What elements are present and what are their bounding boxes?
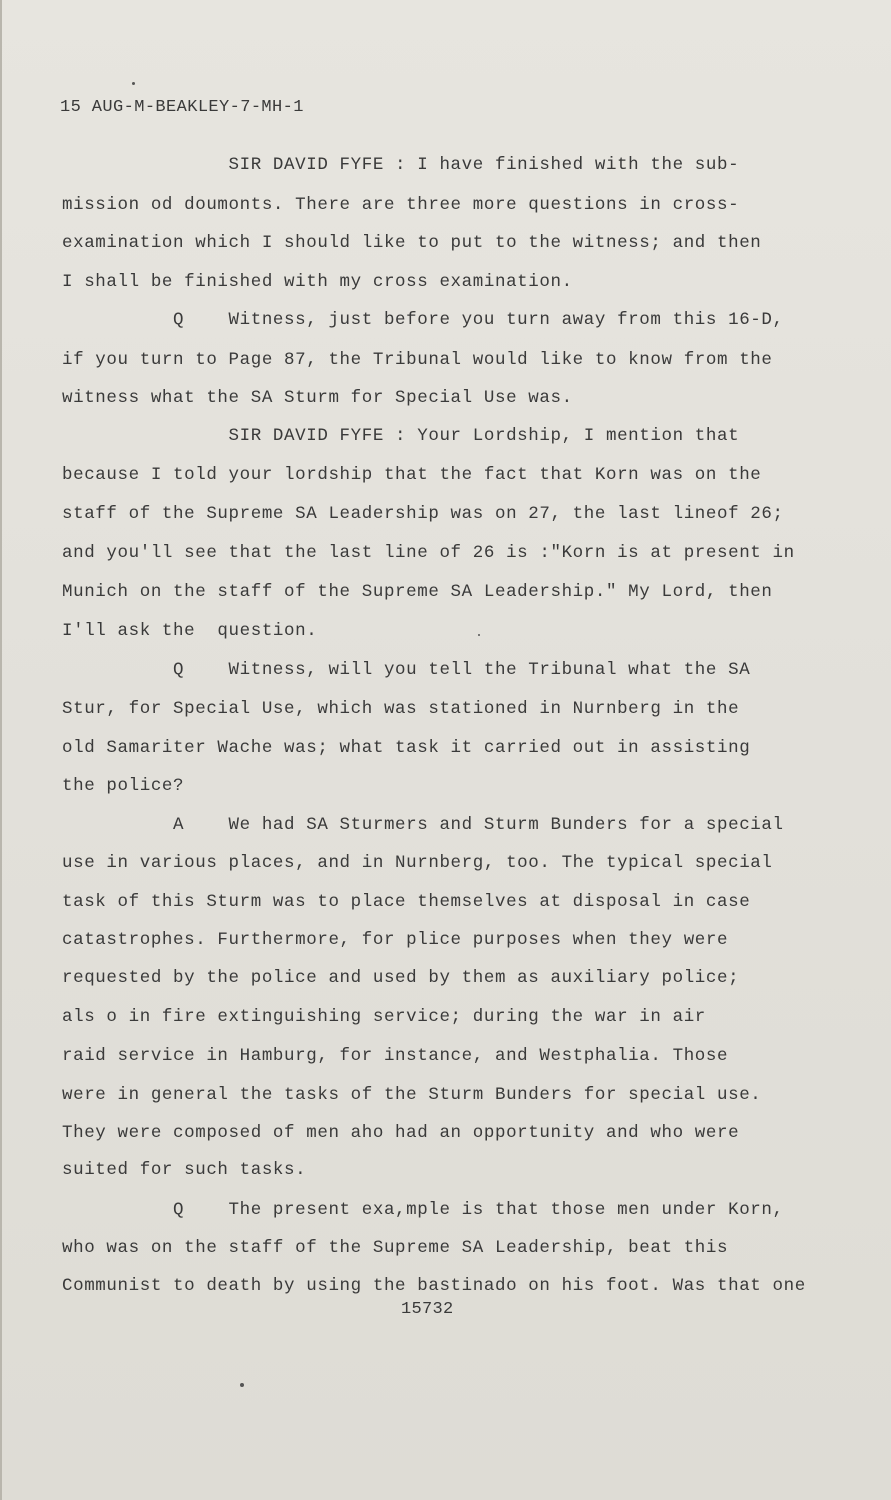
transcript-line: Munich on the staff of the Supreme SA Leadership." My Lord, then [62, 582, 773, 602]
transcript-line: Q Witness, just before you turn away from this 16-D, [62, 310, 784, 330]
transcript-line: were in general the tasks of the Sturm Bunders for special use. [62, 1085, 762, 1105]
transcript-line: staff of the Supreme SA Leadership was on 27, the last lineof 26; [62, 504, 784, 524]
transcript-line: catastrophes. Furthermore, for plice purposes when they were [62, 930, 729, 950]
page-header: 15 AUG-M-BEAKLEY-7-MH-1 [60, 98, 304, 117]
transcript-line: suited for such tasks. [62, 1160, 307, 1180]
transcript-line: who was on the staff of the Supreme SA Leadership, beat this [62, 1238, 729, 1258]
paper-speck [132, 82, 135, 85]
transcript-line: requested by the police and used by them as auxiliary police; [62, 968, 740, 988]
transcript-line: and you'll see that the last line of 26 is :"Korn is at present in [62, 543, 795, 563]
transcript-line: I'll ask the question. [62, 621, 318, 641]
page-number: 15732 [401, 1300, 454, 1319]
transcript-line: task of this Sturm was to place themselves at disposal in case [62, 892, 751, 912]
transcript-line: Stur, for Special Use, which was stationed in Nurnberg in the [62, 699, 740, 719]
transcript-line: They were composed of men aho had an opportunity and who were [62, 1123, 740, 1143]
transcript-line: because I told your lordship that the fact that Korn was on the [62, 465, 762, 485]
paper-speck [478, 634, 480, 636]
transcript-line: mission od doumonts. There are three more questions in cross- [62, 195, 740, 215]
transcript-line: I shall be finished with my cross examination. [62, 272, 573, 292]
transcript-line: Communist to death by using the bastinado on his foot. Was that one [62, 1276, 806, 1296]
transcript-line: the police? [62, 776, 185, 796]
transcript-line: examination which I should like to put to the witness; and then [62, 233, 762, 253]
transcript-line: SIR DAVID FYFE : I have finished with the sub- [62, 155, 740, 175]
transcript-line: als o in fire extinguishing service; during the war in air [62, 1007, 706, 1027]
transcript-line: Q Witness, will you tell the Tribunal what the SA [62, 660, 751, 680]
transcript-line: Q The present exa,mple is that those men under Korn, [62, 1200, 784, 1220]
transcript-line: A We had SA Sturmers and Sturm Bunders for a special [62, 815, 784, 835]
paper-speck [240, 1383, 244, 1387]
transcript-line: witness what the SA Sturm for Special Use was. [62, 388, 573, 408]
transcript-line: if you turn to Page 87, the Tribunal would like to know from the [62, 350, 773, 370]
transcript-line: SIR DAVID FYFE : Your Lordship, I mention that [62, 426, 740, 446]
transcript-line: old Samariter Wache was; what task it carried out in assisting [62, 738, 751, 758]
transcript-line: use in various places, and in Nurnberg, too. The typical special [62, 853, 773, 873]
transcript-line: raid service in Hamburg, for instance, and Westphalia. Those [62, 1046, 729, 1066]
